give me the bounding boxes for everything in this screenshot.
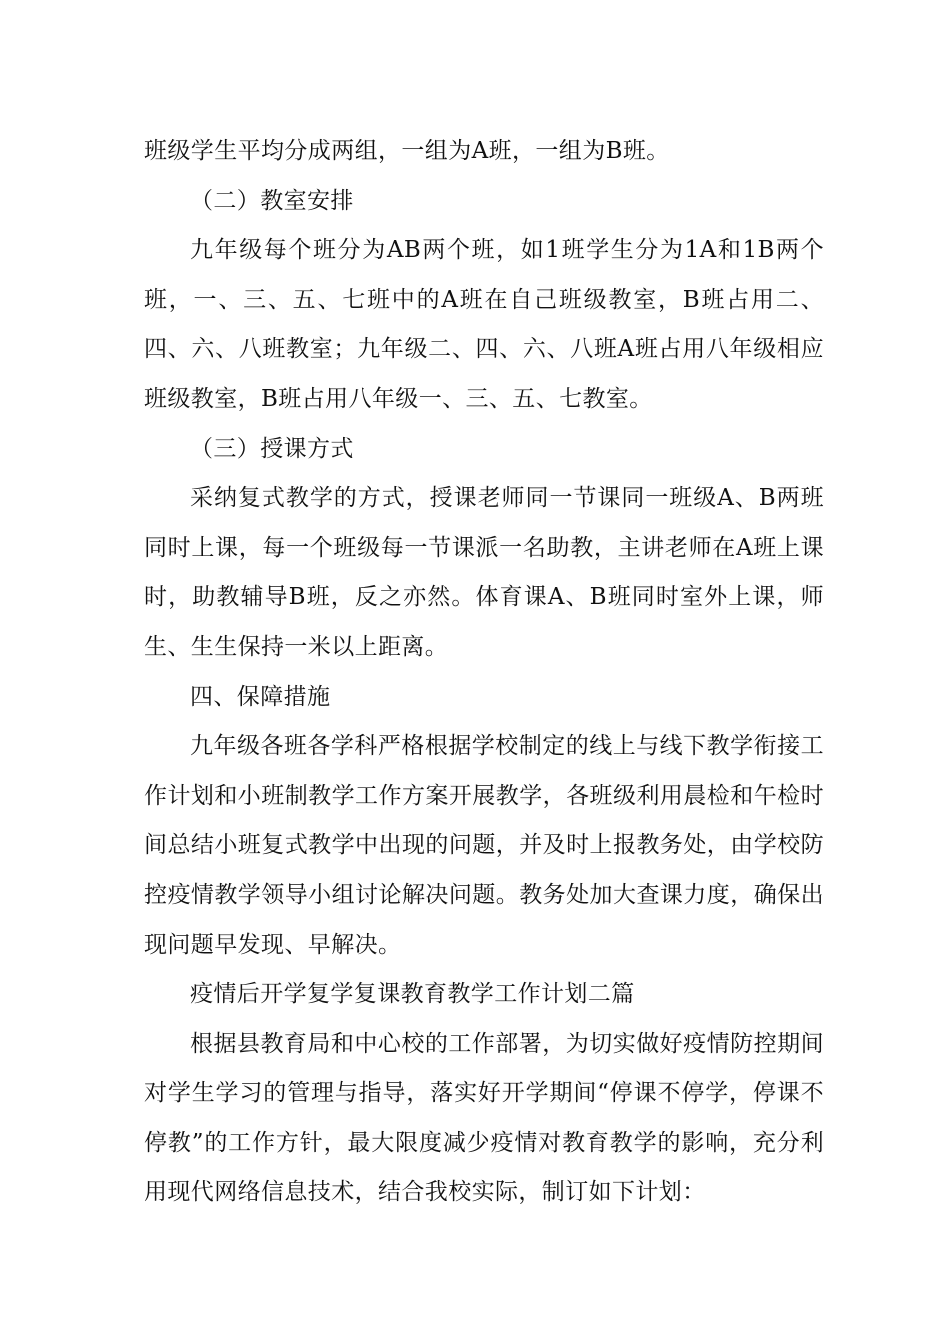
paragraph-continuation: 班级学生平均分成两组，一组为A班，一组为B班。 (144, 138, 670, 164)
paragraph-introduction-part-two: 根据县教育局和中心校的工作部署，为切实做好疫情防控期间对学生学习的管理与指导，落实好开学期间“停课不停学，停课不停教”的工作方针，最大限度减少疫情对教育教学的影响，充分利用现代网络信息技术，结合我校实际，制订如下计划： (144, 1030, 824, 1206)
section-heading-teaching-method: （三）授课方式 (190, 435, 354, 462)
document-body (144, 127, 824, 1218)
paragraph-teaching-method: 采纳复式教学的方式，授课老师同一节课同一班级A、B两班同时上课，每一个班级每一节课派一名助教，主讲老师在A班上课时，助教辅导B班，反之亦然。体育课A、B班同时室外上课，师生、生生保持一米以上距离。 (144, 485, 824, 660)
paragraph-safeguards: 九年级各班各学科严格根据学校制定的线上与线下教学衔接工作计划和小班制教学工作方案开展教学，各班级利用晨检和午检时间总结小班复式教学中出现的问题，并及时上报教务处，由学校防控疫情教学领导小组讨论解决问题。教务处加大查课力度，确保出现问题早发现、早解决。 (144, 733, 824, 958)
section-heading-safeguards: 四、保障措施 (190, 683, 331, 710)
paragraph-classroom-arrangement: 九年级每个班分为AB两个班，如1班学生分为1A和1B两个班，一、三、五、七班中的A班在自己班级教室，B班占用二、四、六、八班教室；九年级二、四、六、八班A班占用八年级相应班级教室，B班占用八年级一、三、五、七教室。 (144, 237, 824, 412)
section-heading-classroom-arrangement: （二）教室安排 (190, 187, 354, 214)
document-title-part-two: 疫情后开学复学复课教育教学工作计划二篇 (190, 981, 635, 1008)
